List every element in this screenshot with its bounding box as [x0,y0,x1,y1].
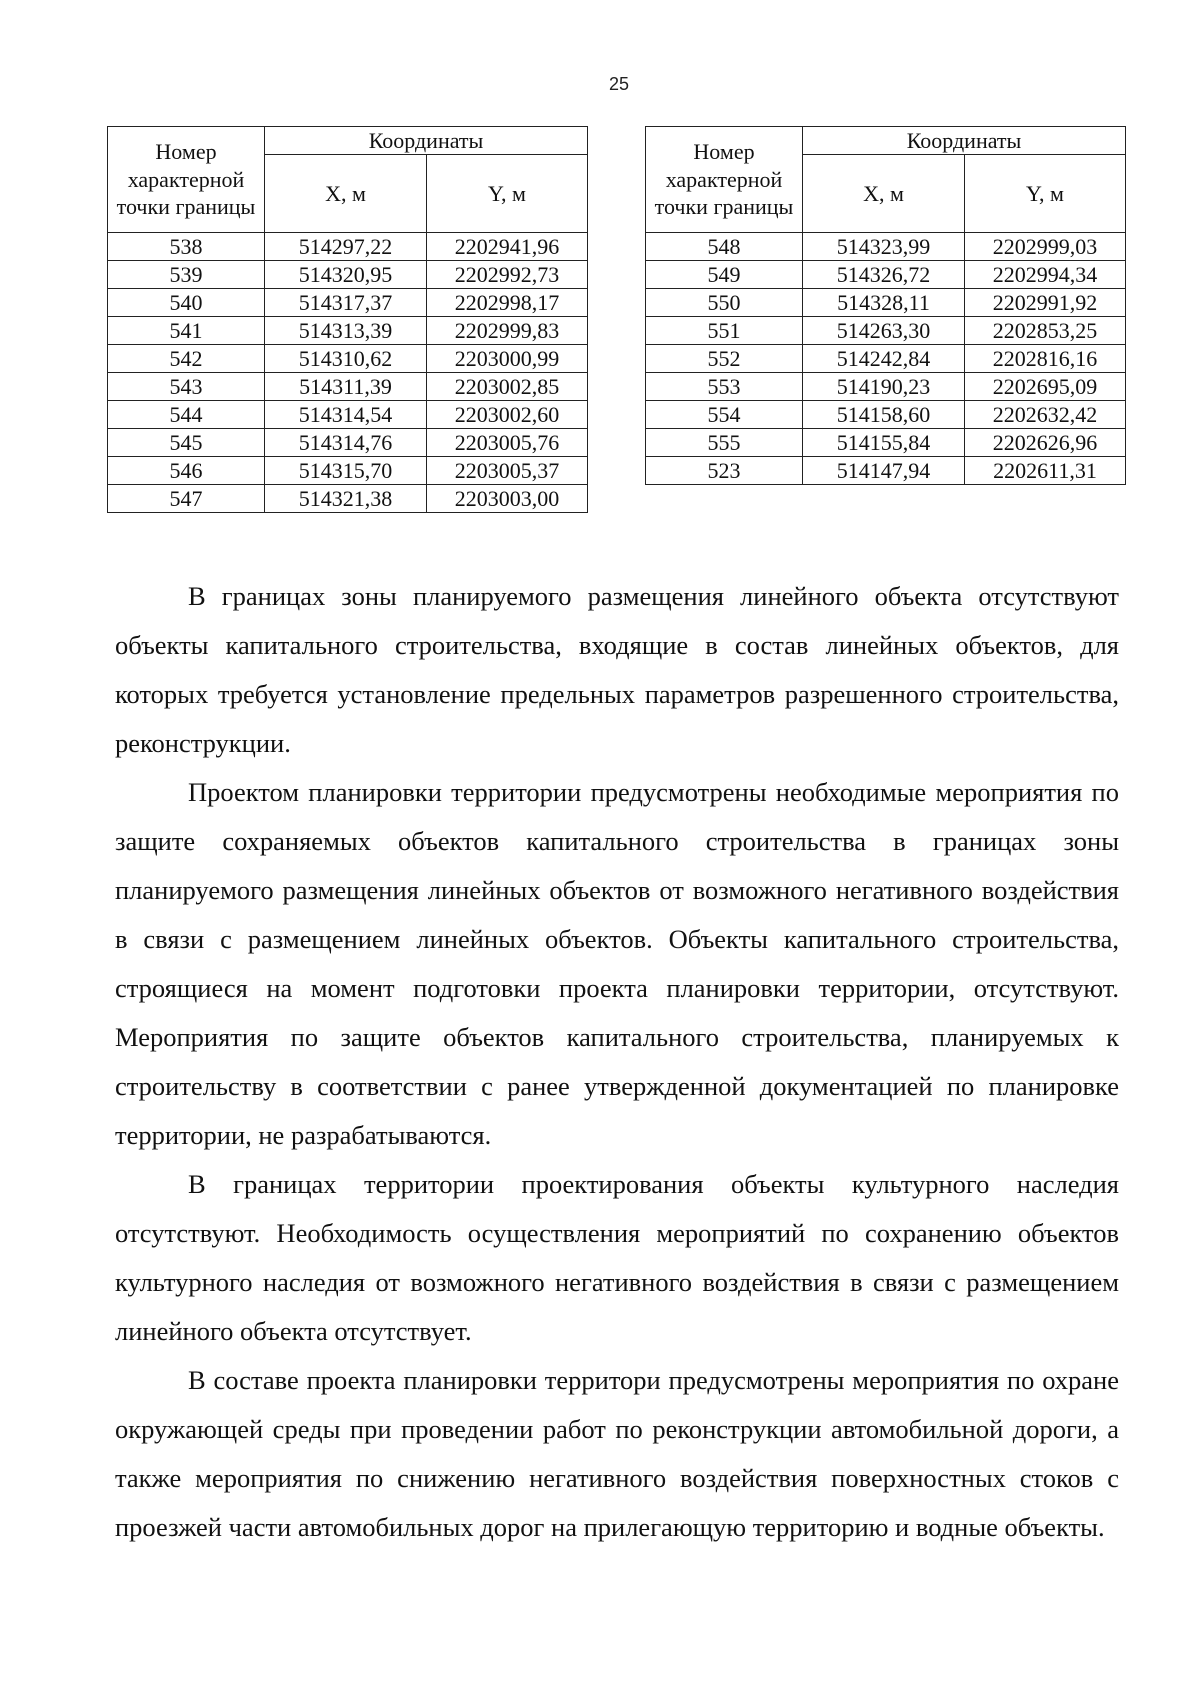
cell-x: 514328,11 [803,289,965,317]
table-row [646,457,1126,485]
cell-point-number: 548 [646,233,803,261]
cell-point-number: 544 [108,401,265,429]
table-row [646,429,1126,457]
table-row [108,261,588,289]
cell-y: 2202991,92 [965,289,1126,317]
table-row [646,233,1126,261]
cell-x: 514317,37 [265,289,427,317]
table-row [108,345,588,373]
cell-x: 514310,62 [265,345,427,373]
header-point-number: Номер характерной точки границы [108,127,265,233]
cell-y: 2202998,17 [427,289,588,317]
cell-point-number: 539 [108,261,265,289]
header-y: Y, м [965,155,1126,233]
table-row [646,373,1126,401]
cell-y: 2203005,76 [427,429,588,457]
paragraph: Проектом планировки территории предусмотрены необходимые мероприятия по защите сохраняемых объектов капитального строительства в границах зоны планируемого размещения линейных объектов от возможного негативного воздействия в связи с размещением линейных объектов. Объекты капитального строительства, строящиеся на момент подготовки проекта планировки территории, отсутствуют. Мероприятия по защите объектов капитального строительства, планируемых к строительству в соответствии с ранее утвержденной документацией по планировке территории, не разрабатываются. [115,777,1119,1150]
cell-point-number: 545 [108,429,265,457]
cell-point-number: 547 [108,485,265,513]
cell-point-number: 553 [646,373,803,401]
cell-x: 514321,38 [265,485,427,513]
header-point-number: Номер характерной точки границы [646,127,803,233]
cell-y: 2202999,03 [965,233,1126,261]
cell-x: 514311,39 [265,373,427,401]
header-y: Y, м [427,155,588,233]
cell-point-number: 538 [108,233,265,261]
cell-point-number: 555 [646,429,803,457]
cell-y: 2203000,99 [427,345,588,373]
cell-x: 514242,84 [803,345,965,373]
cell-y: 2203005,37 [427,457,588,485]
cell-y: 2202632,42 [965,401,1126,429]
cell-point-number: 523 [646,457,803,485]
table-row [646,401,1126,429]
coordinates-table-left [107,126,588,513]
cell-x: 514158,60 [803,401,965,429]
table-row [108,289,588,317]
cell-x: 514263,30 [803,317,965,345]
cell-x: 514314,54 [265,401,427,429]
cell-x: 514314,76 [265,429,427,457]
table-row [646,317,1126,345]
cell-point-number: 546 [108,457,265,485]
cell-point-number: 552 [646,345,803,373]
paragraph: В составе проекта планировки территори предусмотрены мероприятия по охране окружающей среды при проведении работ по реконструкции автомобильной дороги, а также мероприятия по снижению негативного воздействия поверхностных стоков с проезжей части автомобильных дорог на прилегающую территорию и водные объекты. [115,1365,1119,1542]
cell-point-number: 541 [108,317,265,345]
cell-y: 2202992,73 [427,261,588,289]
cell-y: 2202941,96 [427,233,588,261]
cell-point-number: 543 [108,373,265,401]
page-number: 25 [608,74,630,94]
cell-point-number: 549 [646,261,803,289]
cell-point-number: 554 [646,401,803,429]
table-row [108,233,588,261]
header-x: X, м [265,155,427,233]
paragraph: В границах территории проектирования объекты культурного наследия отсутствуют. Необходимость осуществления мероприятий по сохранению объектов культурного наследия от возможного негативного воздействия в связи с размещением линейного объекта отсутствует. [115,1169,1119,1346]
cell-x: 514323,99 [803,233,965,261]
body-text [115,572,1119,1552]
cell-y: 2202999,83 [427,317,588,345]
cell-y: 2203003,00 [427,485,588,513]
cell-x: 514315,70 [265,457,427,485]
cell-point-number: 540 [108,289,265,317]
table-row [108,485,588,513]
cell-y: 2203002,85 [427,373,588,401]
cell-x: 514326,72 [803,261,965,289]
cell-y: 2203002,60 [427,401,588,429]
cell-y: 2202816,16 [965,345,1126,373]
cell-point-number: 551 [646,317,803,345]
cell-x: 514297,22 [265,233,427,261]
cell-x: 514320,95 [265,261,427,289]
cell-y: 2202994,34 [965,261,1126,289]
paragraph: В границах зоны планируемого размещения линейного объекта отсутствуют объекты капитального строительства, входящие в состав линейных объектов, для которых требуется установление предельных параметров разрешенного строительства, реконструкции. [115,581,1119,758]
cell-x: 514147,94 [803,457,965,485]
table-row [108,401,588,429]
cell-x: 514313,39 [265,317,427,345]
cell-y: 2202611,31 [965,457,1126,485]
cell-x: 514155,84 [803,429,965,457]
header-coordinates: Координаты [803,127,1126,155]
cell-y: 2202626,96 [965,429,1126,457]
header-x: X, м [803,155,965,233]
table-row [646,345,1126,373]
coordinates-table-right [645,126,1126,485]
table-row [108,373,588,401]
cell-point-number: 542 [108,345,265,373]
cell-y: 2202695,09 [965,373,1126,401]
table-row [108,457,588,485]
table-row [646,289,1126,317]
table-row [646,261,1126,289]
cell-point-number: 550 [646,289,803,317]
cell-x: 514190,23 [803,373,965,401]
cell-y: 2202853,25 [965,317,1126,345]
table-row [108,317,588,345]
table-row [108,429,588,457]
header-coordinates: Координаты [265,127,588,155]
